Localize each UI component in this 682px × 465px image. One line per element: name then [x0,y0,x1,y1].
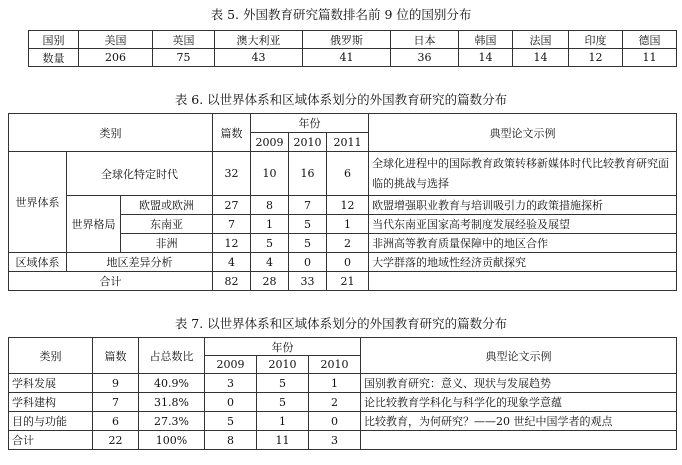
table7-header-row [9,338,677,356]
table6-cell: 5 [289,215,327,234]
table5-header-cell: 法国 [513,31,569,49]
table5-header-row [29,31,677,49]
table6-cell: 12 [327,196,369,215]
table6-cell: 4 [251,253,289,272]
table7-cell: 6 [93,412,139,431]
table6-cell: 32 [213,152,251,196]
table6-cell: 33 [289,272,327,291]
table7-cell: 0 [309,412,361,431]
table6-total-row [9,272,677,291]
table-row [9,253,677,272]
table6-cell: 8 [251,196,289,215]
table7-cell: 3 [309,431,361,450]
table7-cell: 2 [309,393,361,412]
table5-header-cell: 英国 [153,31,215,49]
table5-cell: 14 [513,49,569,67]
table6-cell: 1 [327,215,369,234]
table6-header-2009: 2009 [251,133,289,152]
table7-cell: 40.9% [139,374,205,393]
table7-cell: 1 [309,374,361,393]
table7-header-count: 篇数 [93,338,139,374]
table-row [9,374,677,393]
table5-header-cell: 国别 [29,31,79,49]
table7-row-label: 学科建构 [9,393,93,412]
table6-cell: 7 [289,196,327,215]
table5-header-cell: 美国 [79,31,153,49]
table6-cell: 12 [213,234,251,253]
table5-caption: 表 5. 外国教育研究篇数排名前 9 位的国别分布 [210,7,472,22]
table7-header-example: 典型论文示例 [361,338,677,374]
table6-header-2011: 2011 [327,133,369,152]
table7-caption: 表 7. 以世界体系和区域体系划分的外国教育研究的篇数分布 [174,316,508,331]
table7-header-2009: 2009 [205,356,257,374]
table6-example: 大学群落的地域性经济贡献探究 [369,253,677,272]
table7-cell: 31.8% [139,393,205,412]
table6-cell: 4 [213,253,251,272]
table7-header-category: 类别 [9,338,93,374]
table6-row-label: 地区差异分析 [67,253,213,272]
table6-header-category: 类别 [9,114,213,152]
table6-cell: 27 [213,196,251,215]
table6-group-world: 世界体系 [9,152,67,253]
table6-cell: 7 [213,215,251,234]
table-row [9,152,677,196]
table5-cell: 36 [391,49,459,67]
table5-cell: 75 [153,49,215,67]
table5-header-cell: 澳大利亚 [215,31,303,49]
table6-cell: 21 [327,272,369,291]
table6-cell: 82 [213,272,251,291]
table6-cell: 5 [289,234,327,253]
table6-cell: 2 [327,234,369,253]
table6-cell [369,272,677,291]
table7-example: 国别教育研究：意义、现状与发展趋势 [361,374,677,393]
table5-header-cell: 韩国 [459,31,513,49]
table7-cell: 5 [257,393,309,412]
table-row [9,393,677,412]
table6-example: 欧盟增强职业教育与培训吸引力的政策措施探析 [369,196,677,215]
table7-header-share: 占总数比 [139,338,205,374]
table6-row-label: 欧盟或欧洲 [121,196,213,215]
table7-cell: 9 [93,374,139,393]
table6-cell: 5 [251,234,289,253]
table6-header-count: 篇数 [213,114,251,152]
table7-cell [361,431,677,450]
table7-row-label: 目的与功能 [9,412,93,431]
table5-cell: 12 [569,49,623,67]
table6-row-label: 全球化特定时代 [67,152,213,196]
table5-cell: 43 [215,49,303,67]
table5-header-cell: 日本 [391,31,459,49]
table-row [9,412,677,431]
table6-group-region: 区域体系 [9,253,67,272]
table7-total-row [9,431,677,450]
table6-header-year: 年份 [251,114,369,133]
table6-header-2010: 2010 [289,133,327,152]
table7-cell: 3 [205,374,257,393]
table7-cell: 27.3% [139,412,205,431]
table6-group-pattern: 世界格局 [67,196,121,253]
table5-header-cell: 俄罗斯 [303,31,391,49]
table5-cell: 14 [459,49,513,67]
table6-total-label: 合计 [9,272,213,291]
table5-cell: 206 [79,49,153,67]
table7-header-2010: 2010 [309,356,361,374]
table6-cell: 0 [327,253,369,272]
table7-cell: 8 [205,431,257,450]
table7-cell: 5 [257,374,309,393]
table6-example: 全球化进程中的国际教育政策转移新媒体时代比较教育研究面临的挑战与选择 [369,152,677,196]
table5-header-cell: 印度 [569,31,623,49]
table-row [9,196,677,215]
table7-cell: 100% [139,431,205,450]
table7-total-label: 合计 [9,431,93,450]
table7-cell: 7 [93,393,139,412]
table7-header-year: 年份 [205,338,361,356]
table6-cell: 1 [251,215,289,234]
table5-header-cell: 德国 [623,31,677,49]
table6-cell: 6 [327,152,369,196]
table5 [28,30,677,67]
table6-cell: 10 [251,152,289,196]
table7-cell: 5 [205,412,257,431]
table6-cell: 16 [289,152,327,196]
table7-cell: 22 [93,431,139,450]
table6-cell: 0 [289,253,327,272]
table6-row-label: 非洲 [121,234,213,253]
table5-data-row [29,49,677,67]
table5-cell: 41 [303,49,391,67]
table7 [8,337,677,450]
table6-example: 非洲高等教育质量保障中的地区合作 [369,234,677,253]
table7-example: 比较教育，为何研究？——20 世纪中国学者的观点 [361,412,677,431]
table7-cell: 1 [257,412,309,431]
table6-caption: 表 6. 以世界体系和区域体系划分的外国教育研究的篇数分布 [174,92,508,107]
table6-header-row [9,114,677,133]
table7-header-2010: 2010 [257,356,309,374]
table6-cell: 28 [251,272,289,291]
table6-example: 当代东南亚国家高考制度发展经验及展望 [369,215,677,234]
table5-cell: 数量 [29,49,79,67]
table6-row-label: 东南亚 [121,215,213,234]
table6 [8,113,677,291]
table7-example: 论比较教育学科化与科学化的现象学意蕴 [361,393,677,412]
table5-cell: 11 [623,49,677,67]
table6-header-example: 典型论文示例 [369,114,677,152]
table7-cell: 0 [205,393,257,412]
table7-row-label: 学科发展 [9,374,93,393]
table7-cell: 11 [257,431,309,450]
